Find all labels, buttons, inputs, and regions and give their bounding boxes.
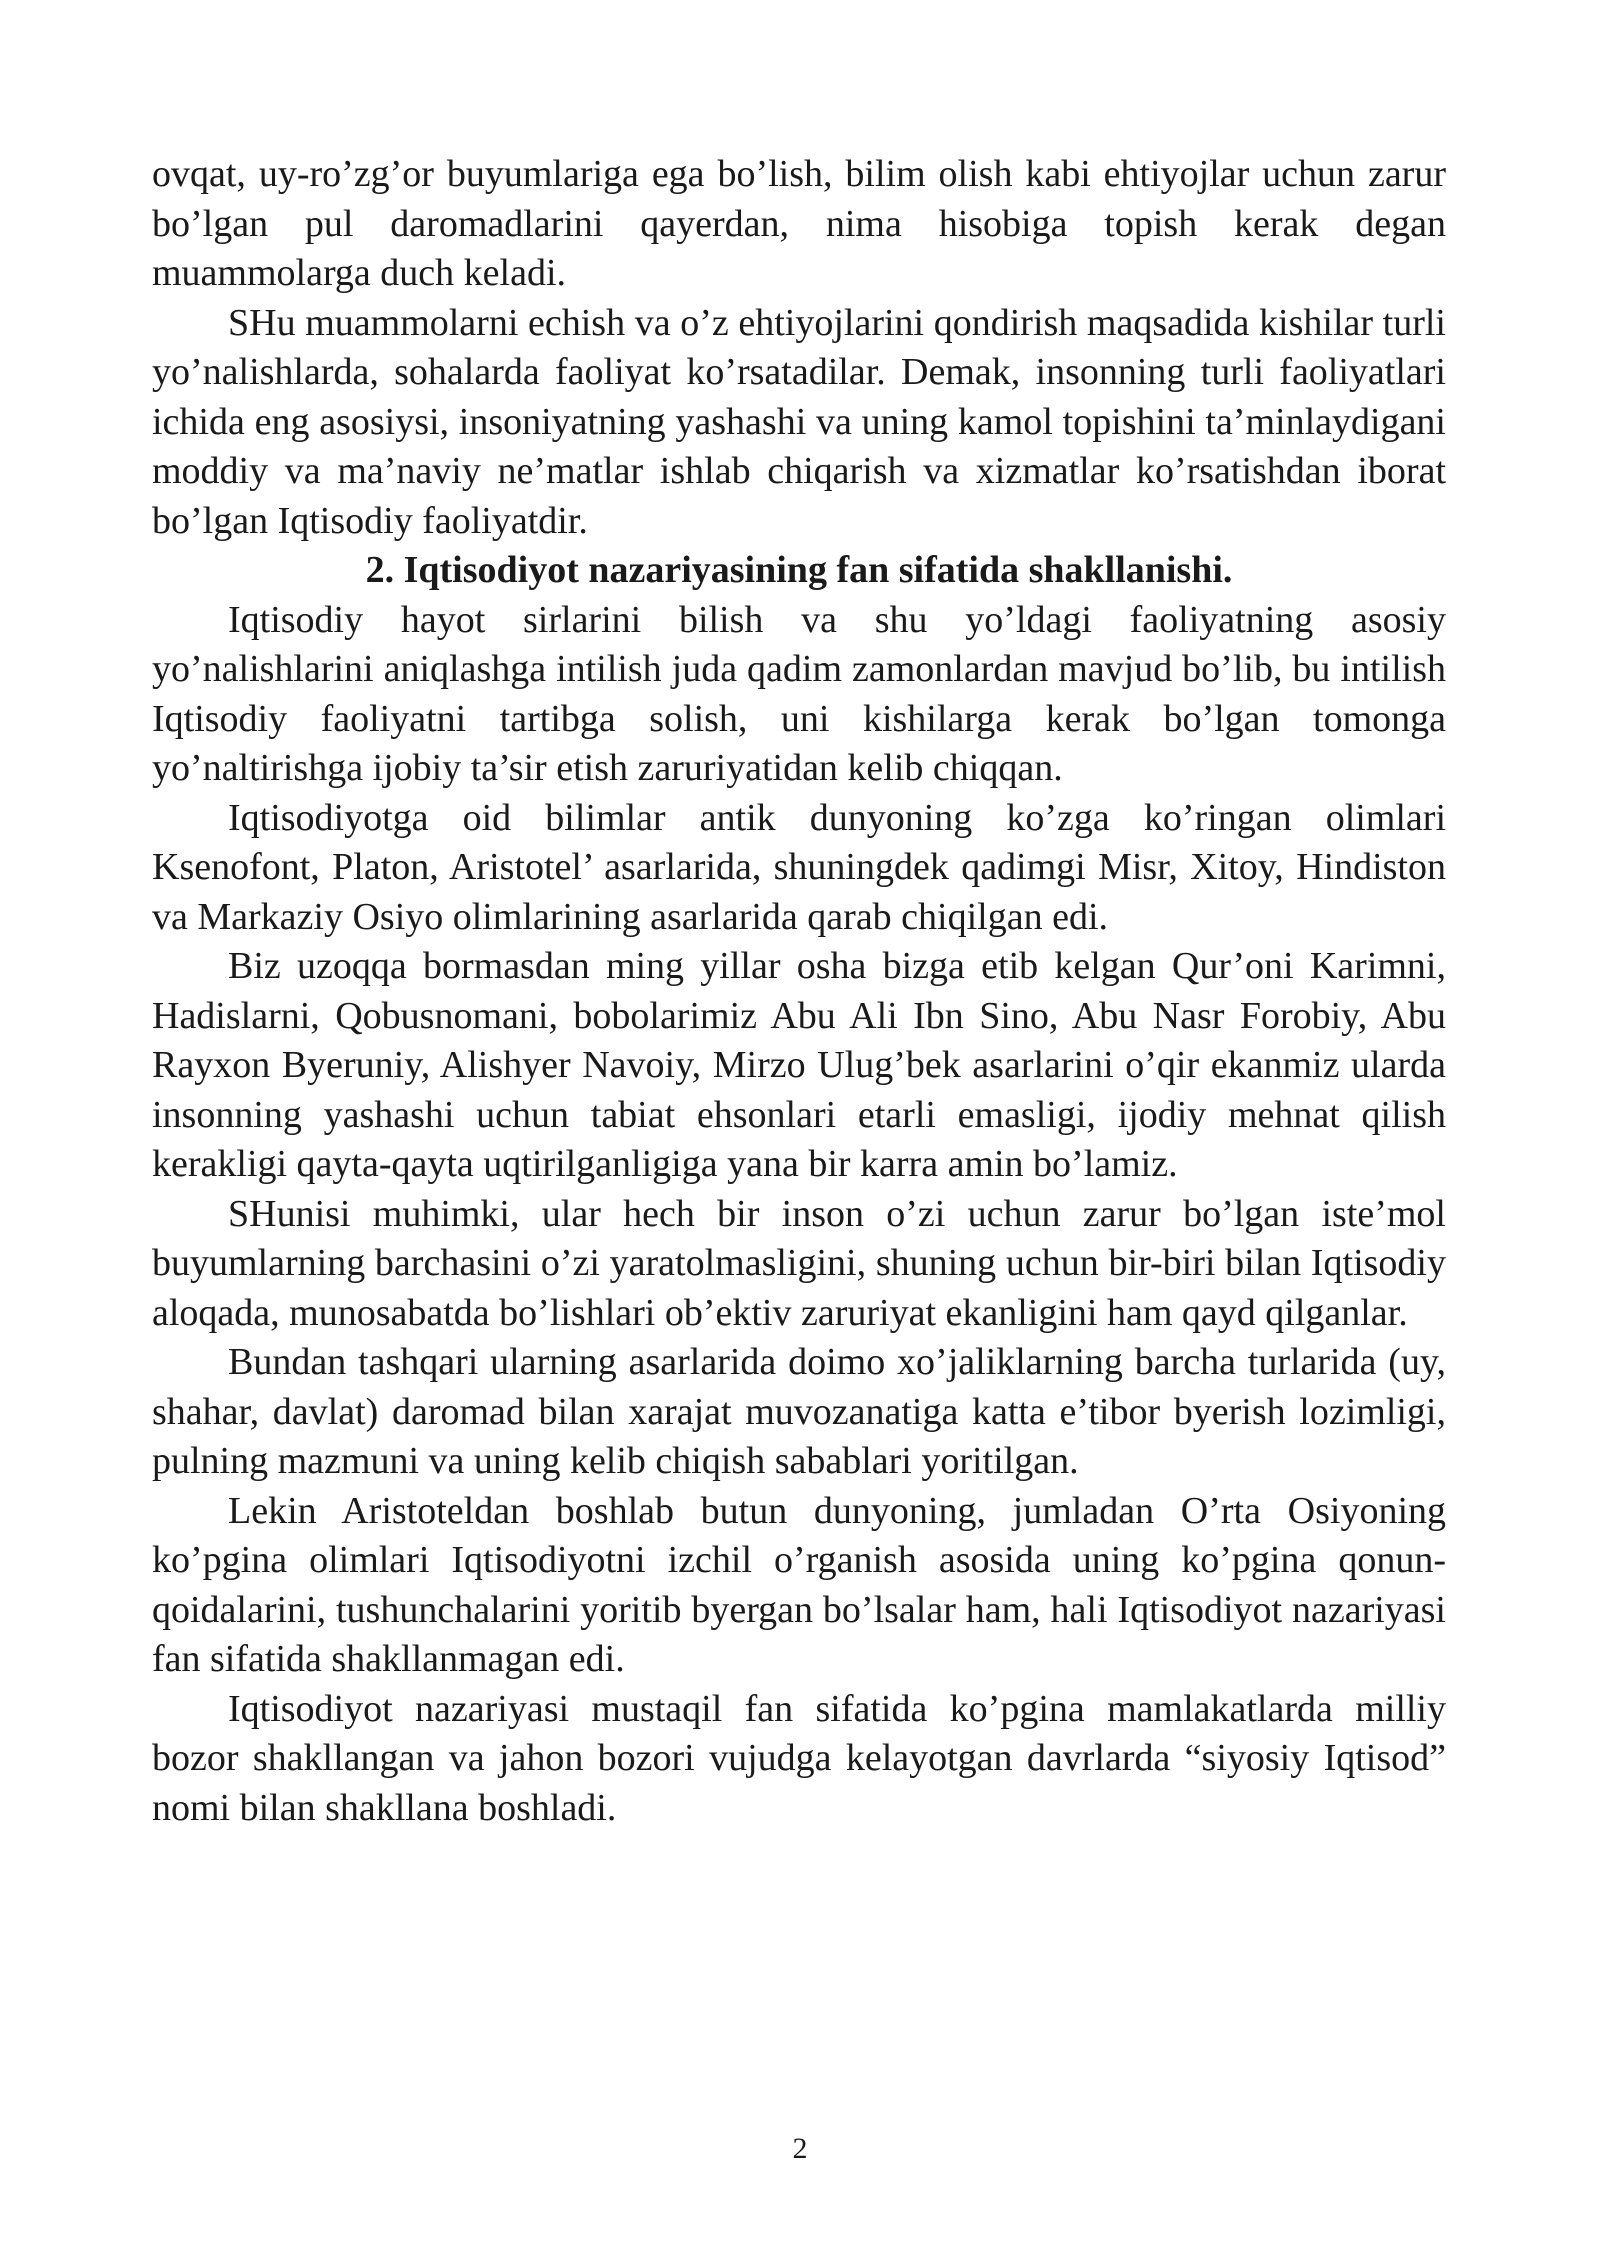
section-heading: 2. Iqtisodiyot nazariyasining fan sifatida shakllanishi. [365, 549, 1233, 591]
paragraph: Bundan tashqari ularning asarlarida doimo xo’jaliklarning barcha turlarida (uy, shahar, davlat) daromad bilan xarajat muvozanatiga katta e’tibor byerish lozimligi, pulning mazmuni va uning kelib chiqish sabablari yoritilgan. [152, 1341, 1446, 1482]
paragraph: SHunisi muhimki, ular hech bir inson o’zi uchun zarur bo’lgan iste’mol buyumlarning barchasini o’zi yaratolmasligini, shuning uchun bir-biri bilan Iqtisodiy aloqada, munosabatda bo’lishlari ob’ektiv zaruriyat ekanligini ham qayd qilganlar. [152, 1192, 1446, 1334]
paragraph: Iqtisodiyotga oid bilimlar antik dunyoning ko’zga ko’ringan olimlari Ksenofont, Platon, Aristotel’ asarlarida, shuningdek qadimgi Misr, Xitoy, Hindiston va Markaziy Osiyo olimlarining asarlarida qarab chiqilgan edi. [152, 796, 1446, 938]
paragraph: SHu muammolarni echish va o’z ehtiyojlarini qondirish maqsadida kishilar turli yo’nalishlarda, sohalarda faoliyat ko’rsatadilar. Demak, insonning turli faoliyatlari ichida eng asosiysi, insoniyatning yashashi va uning kamol topishini ta’minlaydigani moddiy va ma’naviy ne’matlar ishlab chiqarish va xizmatlar ko’rsatishdan iborat bo’lgan Iqtisodiy faoliyatdir. [152, 301, 1446, 542]
paragraph: Lekin Aristoteldan boshlab butun dunyoning, jumladan O’rta Osiyoning ko’pgina olimlari Iqtisodiyotni izchil o’rganish asosida uning ko’pgina qonun-qoidalarini, tushunchalarini yoritib byergan bo’lsalar ham, hali Iqtisodiyot nazariyasi fan sifatida shakllanmagan edi. [152, 1489, 1446, 1680]
paragraph: Iqtisodiyot nazariyasi mustaqil fan sifatida ko’pgina mamlakatlarda milliy bozor shakllangan va jahon bozori vujudga kelayotgan davrlarda “siyosiy Iqtisod” nomi bilan shakllana boshladi. [152, 1687, 1446, 1829]
document-page [152, 150, 1446, 1833]
paragraph-continued: ovqat, uy-ro’zg’or buyumlariga ega bo’lish, bilim olish kabi ehtiyojlar uchun zarur bo’lgan pul daromadlarini qayerdan, nima hisobiga topish kerak degan muammolarga duch keladi. [152, 153, 1446, 294]
paragraph: Iqtisodiy hayot sirlarini bilish va shu yo’ldagi faoliyatning asosiy yo’nalishlarini aniqlashga intilish juda qadim zamonlardan mavjud bo’lib, bu intilish Iqtisodiy faoliyatni tartibga solish, uni kishilarga kerak bo’lgan tomonga yo’naltirishga ijobiy ta’sir etish zaruriyatidan kelib chiqqan. [152, 598, 1446, 789]
page-number: 2 [792, 2132, 808, 2165]
paragraph: Biz uzoqqa bormasdan ming yillar osha bizga etib kelgan Qur’oni Karimni, Hadislarni, Qobusnomani, bobolarimiz Abu Ali Ibn Sino, Abu Nasr Forobiy, Abu Rayxon Byeruniy, Alishyer Navoiy, Mirzo Ulug’bek asarlarini o’qir ekanmiz ularda insonning yashashi uchun tabiat ehsonlari etarli emasligi, ijodiy mehnat qilish kerakligi qayta-qayta uqtirilganligiga yana bir karra amin bo’lamiz. [152, 945, 1446, 1185]
